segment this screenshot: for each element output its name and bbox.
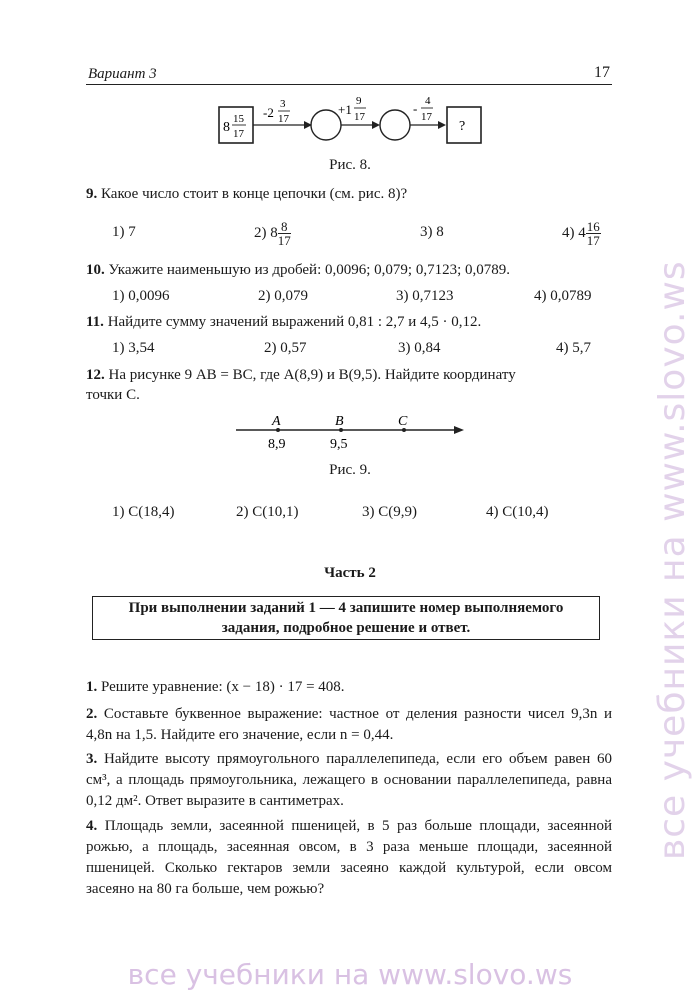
- option-3: 3) C(9,9): [362, 504, 417, 520]
- option-1: 1) 3,54: [112, 340, 155, 356]
- question-number: 9.: [86, 186, 98, 202]
- task-1: 1. Решите уравнение: (x − 18) · 17 = 408.: [86, 679, 345, 695]
- question-12: 12. На рисунке 9 AB = BC, где A(8,9) и B(9,5). Найдите координату: [86, 367, 516, 383]
- op2-whole: +1: [338, 102, 352, 117]
- question-11-options: [112, 340, 612, 360]
- label-b: B: [335, 414, 344, 429]
- option-2: 2) 8 $\frac{8}{17}$: [254, 219, 291, 248]
- question-10-options: [112, 288, 612, 308]
- bottom-watermark: все учебники на www.slovo.ws: [127, 958, 573, 991]
- start-whole: 8: [223, 120, 230, 135]
- end-question: ?: [459, 119, 466, 134]
- task-4: 4. Площадь земли, засеянной пшеницей, в 5 раз больше площади, засеянной рожью, а площадь, засеянная овсом, в 3 раза меньше площади, засеянной пшеницей. Сколько гектаров земли засеяно каждой культурой, если овсом засеяно на 80 га больше, чем рожью?: [86, 818, 613, 897]
- op2-den: 17: [354, 111, 365, 123]
- op3-num: 4: [425, 95, 431, 107]
- option-1: 1) 0,0096: [112, 288, 170, 304]
- part-2-title: Часть 2: [324, 565, 376, 581]
- circle-2: [380, 110, 410, 140]
- option-2: 2) C(10,1): [236, 504, 299, 520]
- question-text: Какое число стоит в конце цепочки (см. рис. 8)?: [101, 186, 408, 202]
- question-9-options: [112, 220, 612, 254]
- running-header-variant: Вариант 3: [88, 66, 157, 82]
- op1-whole: -2: [263, 105, 274, 120]
- figure-8-caption: Рис. 8.: [329, 157, 371, 173]
- figure-9-number-line: [230, 408, 470, 456]
- vertical-watermark: все учебники на www.slovo.ws: [652, 260, 693, 860]
- header-rule: [86, 84, 612, 85]
- part-2-instructions: При выполнении заданий 1 — 4 запишите номер выполняемого задания, подробное решение и ответ.: [92, 596, 600, 640]
- circle-1: [311, 110, 341, 140]
- question-9: [86, 186, 616, 203]
- question-12-line-2: точки C.: [86, 387, 140, 403]
- task-2: 2. Составьте буквенное выражение: частное от деления разности чисел 9,3n и 4,8n на 1,5. Найдите его значение, если n = 0,44.: [86, 706, 612, 743]
- figure-8-chain: [210, 95, 500, 155]
- op2-num: 9: [356, 95, 362, 107]
- option-2: 2) 0,57: [264, 340, 307, 356]
- label-c: C: [398, 414, 408, 429]
- option-3: 3) 0,84: [398, 340, 441, 356]
- question-10: 10. Укажите наименьшую из дробей: 0,0096; 0,079; 0,7123; 0,0789.: [86, 262, 510, 278]
- option-3: 3) 8: [420, 224, 444, 240]
- figure-9-caption: Рис. 9.: [329, 462, 371, 478]
- page-number: 17: [594, 64, 610, 81]
- value-a: 8,9: [268, 437, 286, 452]
- option-3: 3) 0,7123: [396, 288, 454, 304]
- op1-num: 3: [280, 98, 286, 110]
- start-num: 15: [233, 113, 244, 125]
- option-4: 4) 4 $\frac{16}{17}$: [562, 219, 600, 248]
- task-3: 3. Найдите высоту прямоугольного параллелепипеда, если его объем равен 60 см³, а площадь прямоугольника, лежащего в основании параллелепипеда, равна 0,12 дм². Ответ выразите в сантиметрах.: [86, 751, 612, 809]
- option-4: 4) C(10,4): [486, 504, 549, 520]
- start-den: 17: [233, 128, 244, 140]
- value-b: 9,5: [330, 437, 348, 452]
- option-1: 1) C(18,4): [112, 504, 175, 520]
- question-12-options: [112, 504, 612, 524]
- option-1: 1) 7: [112, 224, 136, 240]
- op3-sign: -: [413, 101, 418, 116]
- op1-den: 17: [278, 113, 289, 125]
- option-4: 4) 5,7: [556, 340, 591, 356]
- option-4: 4) 0,0789: [534, 288, 592, 304]
- op3-den: 17: [421, 111, 432, 123]
- label-a: A: [272, 414, 281, 429]
- option-2: 2) 0,079: [258, 288, 308, 304]
- question-11: 11. Найдите сумму значений выражений 0,81 : 2,7 и 4,5 · 0,12.: [86, 314, 482, 330]
